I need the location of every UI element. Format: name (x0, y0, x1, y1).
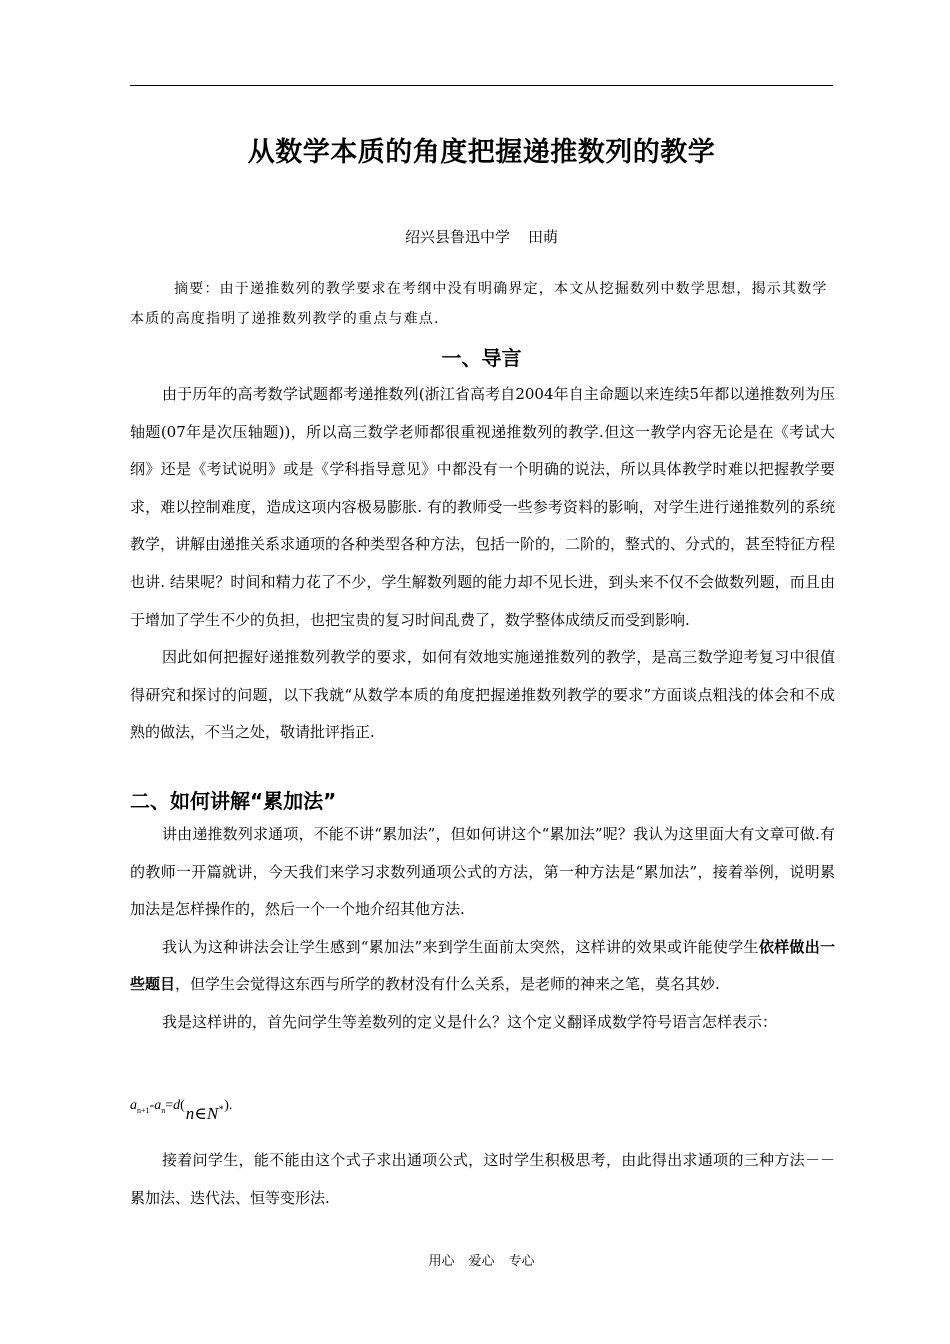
bold-phrase: 依样做出一些题目 (130, 937, 835, 994)
formula-star: * (218, 1104, 224, 1116)
section-intro-body (130, 376, 835, 752)
paragraph: 讲由递推数列求通项，不能不讲“累加法”，但如何讲这个“累加法”呢？我认为这里面大有文章可做.有的教师一开篇就讲，今天我们来学习求数列通项公式的方法，第一种方法是“累加法”，接着举例，说明累加法是怎样操作的，然后一个一个地介绍其他方法. (130, 825, 835, 919)
formula-set: n∈N (185, 1104, 219, 1123)
formula-subscript: n+1 (137, 1105, 150, 1115)
author-line (130, 226, 833, 247)
formula-a: a (154, 1098, 162, 1113)
abstract-line-1: 摘要：由于递推数列的教学要求在考纲中没有明确界定，本文从挖掘数列中数学思想，揭示 (174, 281, 782, 297)
formula-domain (186, 1104, 223, 1124)
formula-paren: ( (180, 1098, 185, 1113)
footer-text: 用心 (428, 1254, 455, 1269)
section-heading-cumulative: 二、如何讲解“累加法” (130, 789, 337, 813)
formula-subscript: n (161, 1105, 166, 1115)
abstract (130, 274, 833, 334)
paragraph: 我是这样讲的，首先问学生等差数列的定义是什么？这个定义翻译成数学符号语言怎样表示： (162, 1012, 778, 1031)
formula-equals: = (165, 1098, 174, 1113)
document-title: 从数学本质的角度把握递推数列的教学 (247, 137, 716, 168)
footer-text: 爱心 (468, 1254, 495, 1269)
abstract-text (130, 274, 833, 334)
section-heading-intro: 一、导言 (441, 346, 522, 370)
section-cumulative-body (130, 816, 835, 1042)
paragraph: 因此如何把握好递推数列教学的要求，如何有效地实施递推数列的教学，是高三数学迎考复习中很值得研究和探讨的问题，以下我就“从数学本质的角度把握递推数列教学的要求”方面谈点粗浅的体会和不成熟的做法，不当之处，敬请批评指正. (130, 648, 835, 742)
author-school: 绍兴县鲁迅中学 (404, 228, 510, 246)
text-run: 我认为这种讲法会让学生感到“累加法”来到学生面前太突然，这样讲的效果或许能使学生 (162, 937, 759, 956)
paragraph: 由于历年的高考数学试题都考递推数列(浙江省高考自2004年自主命题以来连续5年都以递推数列为压轴题(07年是次压轴题))，所以高三数学老师都很重视递推数列的教学.但这一教学内容无论是在《考试大纲》还是《考试说明》或是《学科指导意见》中都没有一个明确的说法，所以具体教学时难以把握教学要求，难以控制难度，造成这项内容极易膨胀. 有的教师受一些参考资料的影响，对学生进行递推数列的系统教学，讲解由递推关系求通项的各种类型各种方法，包括一阶的，二阶的，整式的、分式的，甚至特征方程也讲. 结果呢？时间和精力花了不少，学生解数列题的能力却不见长进，到头来不仅不会做数列题，而且由于增加了学生不少的负担，也把宝贵的复习时间乱费了，数学整体成绩反而受到影响. (130, 385, 836, 629)
paragraph: 接着问学生，能不能由这个式子求出通项公式，这时学生积极思考，由此得出求通项的三种方法－－累加法、迭代法、恒等变形法. (130, 1151, 835, 1207)
author-name: 田萌 (528, 228, 559, 246)
formula-a: a (130, 1098, 137, 1113)
text-run: ，但学生会觉得这东西与所学的教材没有什么关系，是老师的神来之笔，莫名其妙. (175, 975, 720, 994)
difference-formula (130, 1094, 233, 1123)
formula-paren-close: ). (224, 1098, 233, 1113)
formula-d: d (173, 1098, 181, 1113)
formula-minus: - (149, 1098, 155, 1113)
page-footer (130, 1250, 833, 1269)
abstract-line-2: 其数学本质的高度指明了递推数列教学的重点与难点. (130, 281, 828, 327)
section-cumulative-body-2 (130, 1142, 835, 1217)
footer-text: 专心 (508, 1254, 535, 1269)
paragraph (130, 929, 835, 1004)
header-rule (130, 85, 833, 86)
